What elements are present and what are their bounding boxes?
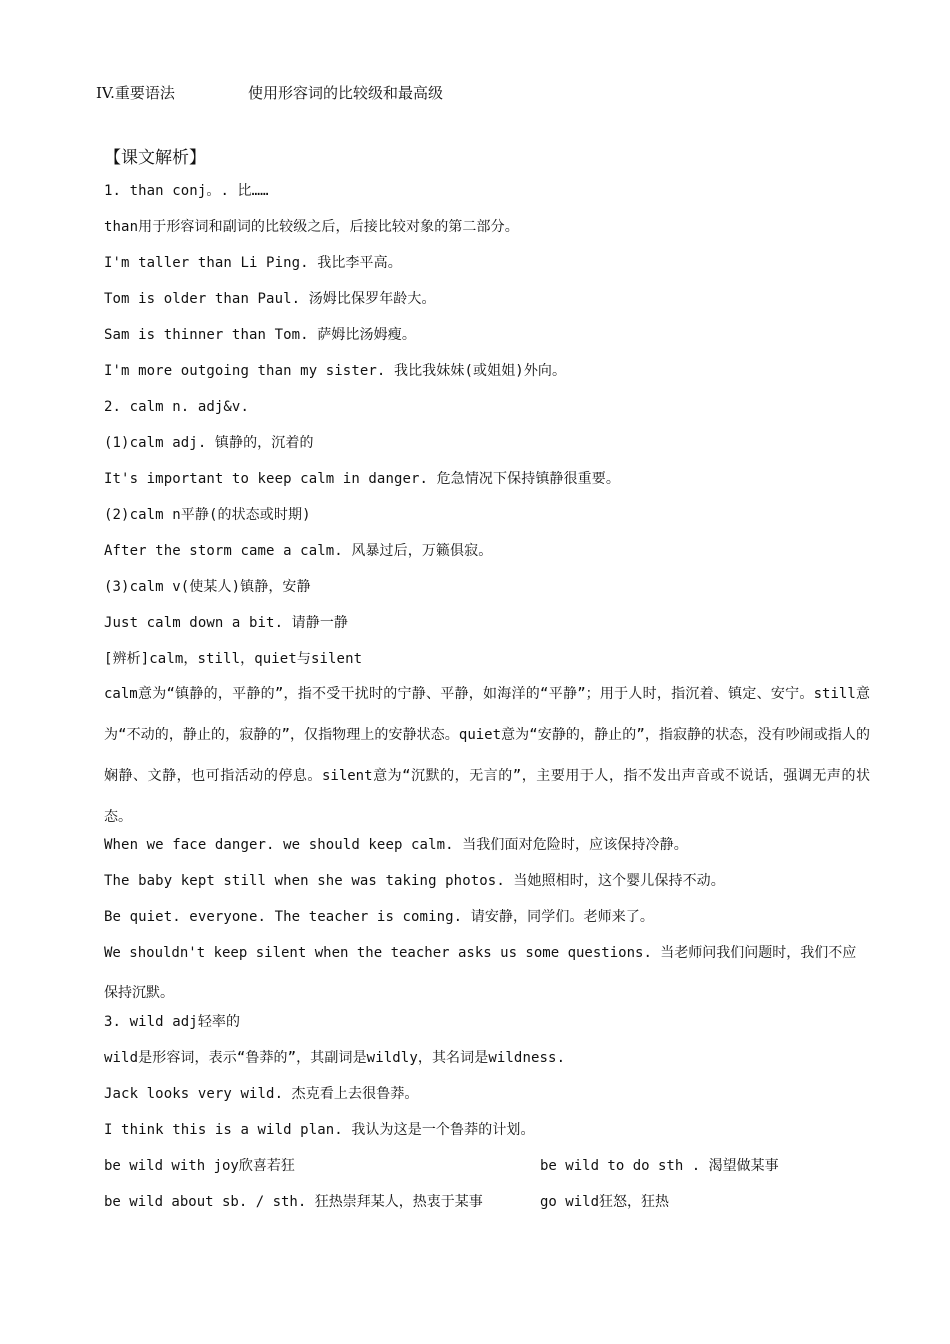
text-line: When we face danger. we should keep calm. 当我们面对危险时，应该保持冷静。 (104, 837, 688, 853)
text-line: than用于形容词和副词的比较级之后，后接比较对象的第二部分。 (104, 219, 519, 235)
text-line: I'm taller than Li Ping. 我比李平高。 (104, 255, 402, 271)
text-line: I think this is a wild plan. 我认为这是一个鲁莽的计划。 (104, 1122, 535, 1138)
text-line: Tom is older than Paul. 汤姆比保罗年龄大。 (104, 291, 436, 307)
discrimination-paragraph: calm意为“镇静的，平静的”，指不受干扰时的宁静、平静，如海洋的“平静”；用于人时，指沉着、镇定、安宁。still意为“不动的，静止的，寂静的”，仅指物理上的安静状态。quiet意为“安静的，静止的”，指寂静的状态，没有吵闹或指人的娴静、文静，也可指活动的停息。silent意为“沉默的，无言的”，主要用于人，指不发出声音或不说话，强调无声的状态。 (104, 686, 870, 825)
phrase-left: be wild with joy欣喜若狂 (104, 1158, 295, 1174)
text-line: [辨析]calm，still，quiet与silent (104, 651, 363, 667)
text-line: Just calm down a bit. 请静一静 (104, 615, 349, 631)
text-line: After the storm came a calm. 风暴过后，万籁俱寂。 (104, 543, 493, 559)
text-line: 3. wild adj轻率的 (104, 1014, 241, 1030)
phrase-right: be wild to do sth . 渴望做某事 (540, 1158, 779, 1174)
text-line: 2. calm n. adj&v. (104, 399, 249, 415)
text-line: (3)calm v(使某人)镇静，安静 (104, 579, 311, 595)
text-line: wild是形容词，表示“鲁莽的”，其副词是wildly，其名词是wildness. (104, 1050, 566, 1066)
text-line: Jack looks very wild. 杰克看上去很鲁莽。 (104, 1086, 419, 1102)
text-line: It's important to keep calm in danger. 危急情况下保持镇静很重要。 (104, 471, 620, 487)
text-line: Be quiet. everyone. The teacher is coming. 请安静，同学们。老师来了。 (104, 909, 655, 925)
grammar-heading (96, 82, 444, 106)
phrase-row (104, 1155, 870, 1191)
section-label: 【课文解析】 (104, 148, 206, 168)
phrase-left: be wild about sb. / sth. 狂热崇拜某人，热衷于某事 (104, 1194, 483, 1210)
phrase-right: go wild狂怒，狂热 (540, 1194, 670, 1210)
section-number: IV.重要语法 (96, 84, 175, 102)
phrase-row (104, 1191, 870, 1227)
grammar-title: 使用形容词的比较级和最高级 (248, 84, 444, 102)
text-line: (1)calm adj. 镇静的，沉着的 (104, 435, 314, 451)
text-line: (2)calm n平静(的状态或时期) (104, 507, 311, 523)
text-line: I'm more outgoing than my sister. 我比我妹妹(或姐姐)外向。 (104, 363, 567, 379)
lesson-content (104, 180, 870, 1227)
text-line: Sam is thinner than Tom. 萨姆比汤姆瘦。 (104, 327, 416, 343)
text-line: 1. than conj。. 比…… (104, 183, 269, 199)
text-line: The baby kept still when she was taking photos. 当她照相时，这个婴儿保持不动。 (104, 873, 725, 889)
wrapped-line: We shouldn't keep silent when the teacher asks us some questions. 当老师问我们问题时，我们不应保持沉默。 (104, 945, 857, 1001)
